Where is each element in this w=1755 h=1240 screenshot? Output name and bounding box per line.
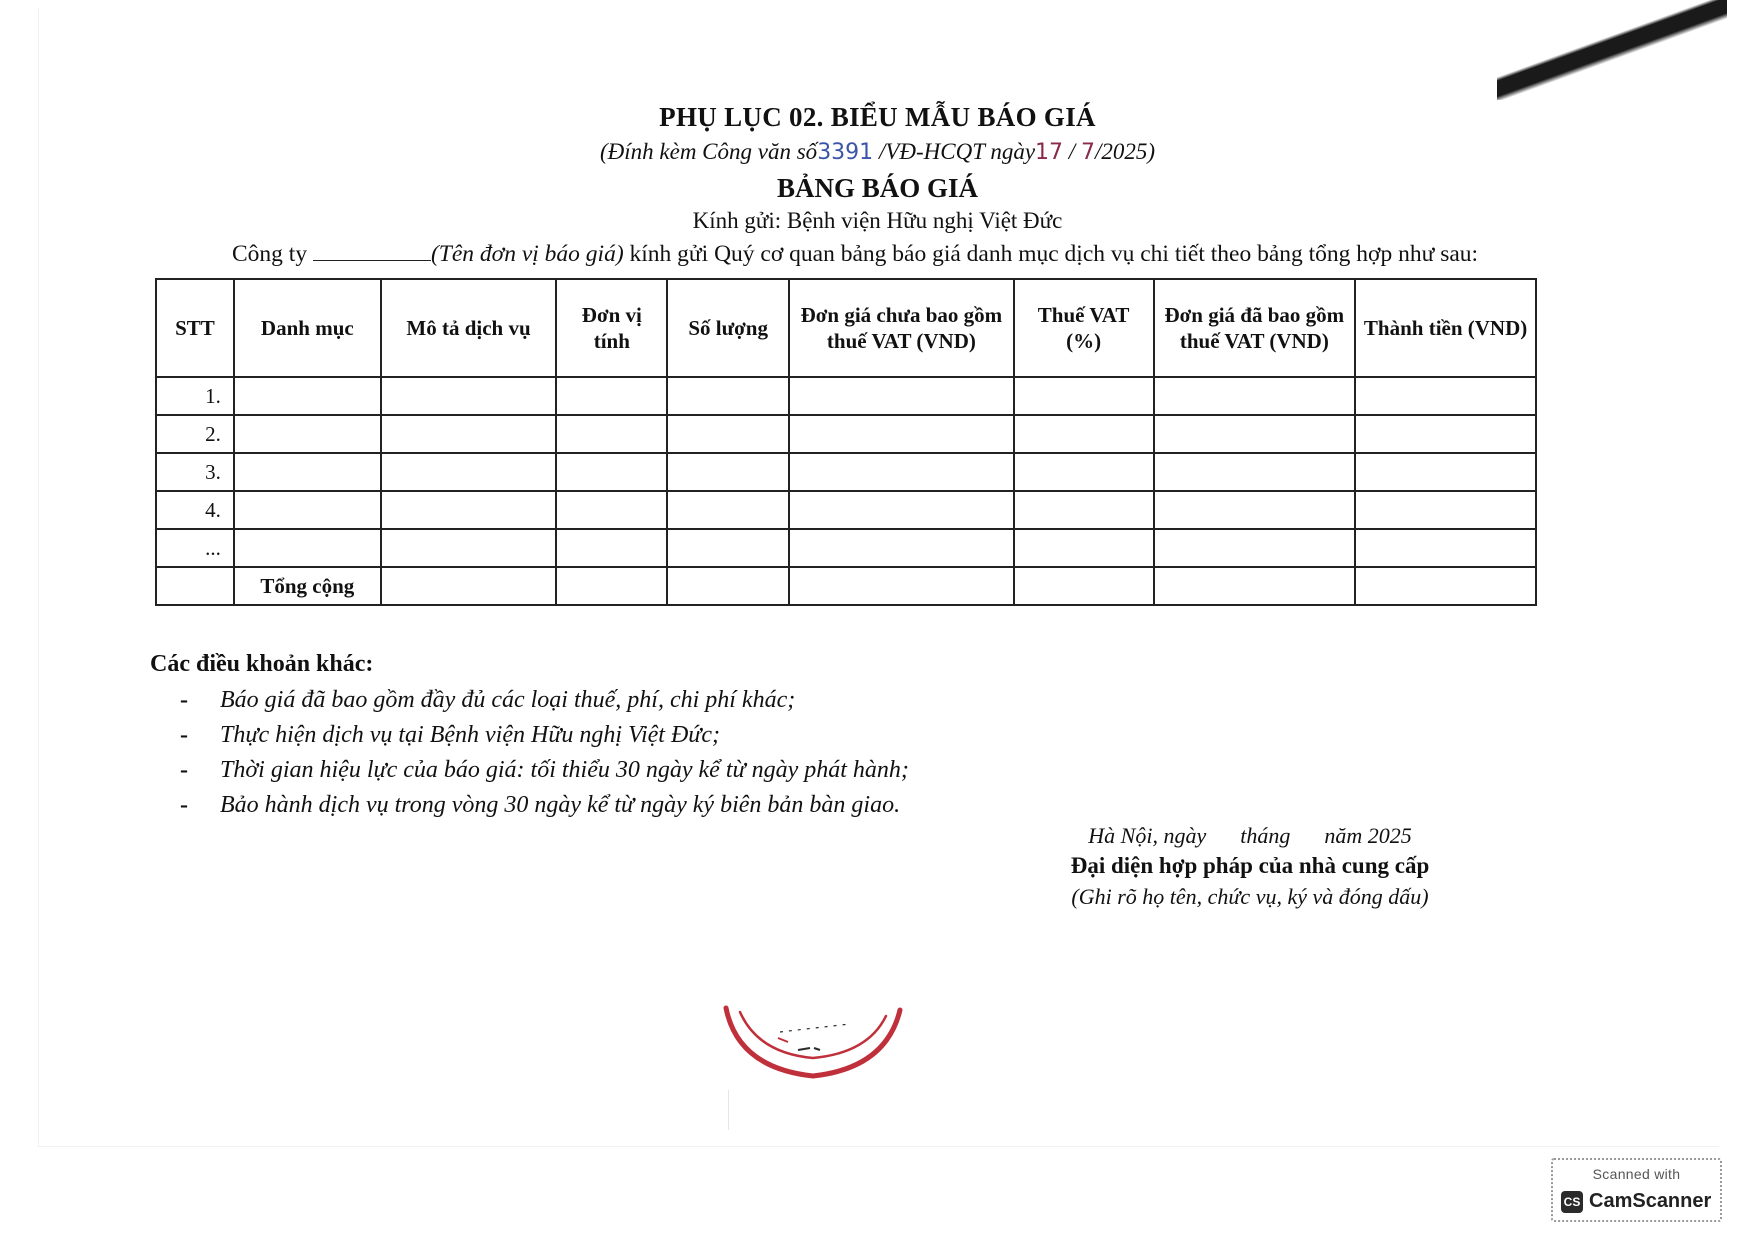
header-don-gia-chua-vat: Đơn giá chưa bao gồm thuế VAT (VND) [789, 279, 1014, 377]
company-name-blank [313, 242, 431, 261]
table-cell [234, 377, 381, 415]
subtitle-separator: / [1063, 139, 1081, 164]
header-stt: STT [156, 279, 234, 377]
header-thue-vat: Thuế VAT (%) [1014, 279, 1154, 377]
signature-note: (Ghi rõ họ tên, chức vụ, ký và đóng dấu) [1071, 884, 1429, 909]
table-row [156, 453, 1536, 491]
intro-paragraph [232, 241, 1478, 268]
handwritten-month: 7 [1080, 140, 1095, 165]
table-cell [381, 567, 557, 605]
row-number: 2. [156, 415, 234, 453]
table-cell [667, 415, 789, 453]
handwritten-day: 17 [1035, 140, 1064, 165]
table-cell [1154, 491, 1356, 529]
intro-placeholder: (Tên đơn vị báo giá) [430, 241, 624, 267]
table-cell [1154, 567, 1356, 605]
document-title: PHỤ LỤC 02. BIỂU MẪU BÁO GIÁ [659, 102, 1096, 132]
table-cell [1014, 453, 1154, 491]
table-row [156, 415, 1536, 453]
intro-rest: kính gửi Quý cơ quan bảng báo giá danh mục dịch vụ chi tiết theo bảng tổng hợp như sau: [623, 241, 1479, 267]
table-cell [381, 453, 557, 491]
table-cell [1154, 529, 1356, 567]
table-cell [556, 529, 667, 567]
list-item [180, 753, 909, 788]
table-cell [667, 491, 789, 529]
list-item [180, 788, 909, 823]
table-cell [556, 453, 667, 491]
table-cell [789, 453, 1014, 491]
table-cell [234, 415, 381, 453]
table-cell [1154, 415, 1356, 453]
camscanner-name: CamScanner [1589, 1190, 1712, 1212]
date-city: Hà Nội, ngày [1088, 823, 1207, 848]
camscanner-top-text: Scanned with [1592, 1166, 1681, 1182]
bullet-dash: - [180, 722, 188, 748]
table-cell [667, 529, 789, 567]
term-text: Thực hiện dịch vụ tại Bệnh viện Hữu nghị Việt Đức; [220, 722, 721, 748]
header-so-luong: Số lượng [667, 279, 789, 377]
header-mo-ta: Mô tả dịch vụ [381, 279, 557, 377]
date-month: tháng [1240, 823, 1291, 848]
table-cell [556, 377, 667, 415]
table-row [156, 377, 1536, 415]
date-year: năm 2025 [1324, 823, 1412, 848]
table-cell [1014, 491, 1154, 529]
intro-company-label: Công ty [232, 241, 313, 267]
table-cell [667, 377, 789, 415]
table-cell [1355, 567, 1536, 605]
term-text: Bảo hành dịch vụ trong vòng 30 ngày kể từ ngày ký biên bản bàn giao. [220, 792, 901, 818]
addressee: Kính gửi: Bệnh viện Hữu nghị Việt Đức [692, 208, 1063, 233]
terms-list [180, 683, 909, 823]
table-cell [556, 415, 667, 453]
table-cell [789, 491, 1014, 529]
row-number: 3. [156, 453, 234, 491]
table-row [156, 491, 1536, 529]
quote-table [155, 278, 1537, 606]
subtitle-prefix: (Đính kèm Công văn số [600, 139, 818, 164]
camscanner-watermark [1551, 1158, 1722, 1222]
bullet-dash: - [180, 792, 188, 818]
table-cell [1355, 415, 1536, 453]
stamp-seal-icon [718, 998, 908, 1088]
table-cell [381, 415, 557, 453]
table-cell [667, 567, 789, 605]
quote-heading: BẢNG BÁO GIÁ [776, 173, 979, 203]
signature-date [1045, 823, 1455, 849]
table-cell [1355, 453, 1536, 491]
table-total-row [156, 567, 1536, 605]
page-corner-shadow [1497, 0, 1727, 100]
table-cell [789, 415, 1014, 453]
table-cell [381, 491, 557, 529]
table-cell [556, 567, 667, 605]
terms-title: Các điều khoản khác: [150, 651, 374, 677]
table-cell [1014, 377, 1154, 415]
table-cell [234, 529, 381, 567]
list-item [180, 683, 909, 718]
table-row [156, 529, 1536, 567]
handwritten-document-number: 3391 [817, 140, 874, 165]
bullet-dash: - [180, 757, 188, 783]
table-cell [381, 529, 557, 567]
header-danh-muc: Danh mục [234, 279, 381, 377]
list-item [180, 718, 909, 753]
subtitle-middle: /VĐ-HCQT ngày [873, 139, 1036, 164]
table-cell [234, 491, 381, 529]
row-number: 1. [156, 377, 234, 415]
table-cell [1014, 567, 1154, 605]
table-cell [789, 377, 1014, 415]
document-subtitle [0, 139, 1755, 165]
header-don-vi: Đơn vị tính [556, 279, 667, 377]
table-cell [556, 491, 667, 529]
camscanner-logo-icon: CS [1561, 1191, 1583, 1213]
header-thanh-tien: Thành tiền (VND) [1355, 279, 1536, 377]
bullet-dash: - [180, 687, 188, 713]
total-label: Tổng cộng [234, 567, 381, 605]
table-cell [381, 377, 557, 415]
table-cell [1014, 529, 1154, 567]
table-cell [789, 567, 1014, 605]
row-number: 4. [156, 491, 234, 529]
table-cell [789, 529, 1014, 567]
table-cell [1154, 453, 1356, 491]
table-cell [1355, 491, 1536, 529]
table-cell [1154, 377, 1356, 415]
table-cell [1355, 529, 1536, 567]
term-text: Báo giá đã bao gồm đầy đủ các loại thuế, phí, chi phí khác; [220, 687, 796, 713]
row-number: ... [156, 529, 234, 567]
table-cell [234, 453, 381, 491]
table-cell [156, 567, 234, 605]
term-text: Thời gian hiệu lực của báo giá: tối thiểu 30 ngày kể từ ngày phát hành; [220, 757, 909, 783]
subtitle-suffix: /2025) [1094, 139, 1155, 164]
table-cell [667, 453, 789, 491]
signature-role: Đại diện hợp pháp của nhà cung cấp [1070, 853, 1430, 878]
table-cell [1355, 377, 1536, 415]
header-don-gia-da-vat: Đơn giá đã bao gồm thuế VAT (VND) [1154, 279, 1356, 377]
table-cell [1014, 415, 1154, 453]
table-header-row [156, 279, 1536, 377]
fold-line [728, 1090, 729, 1130]
